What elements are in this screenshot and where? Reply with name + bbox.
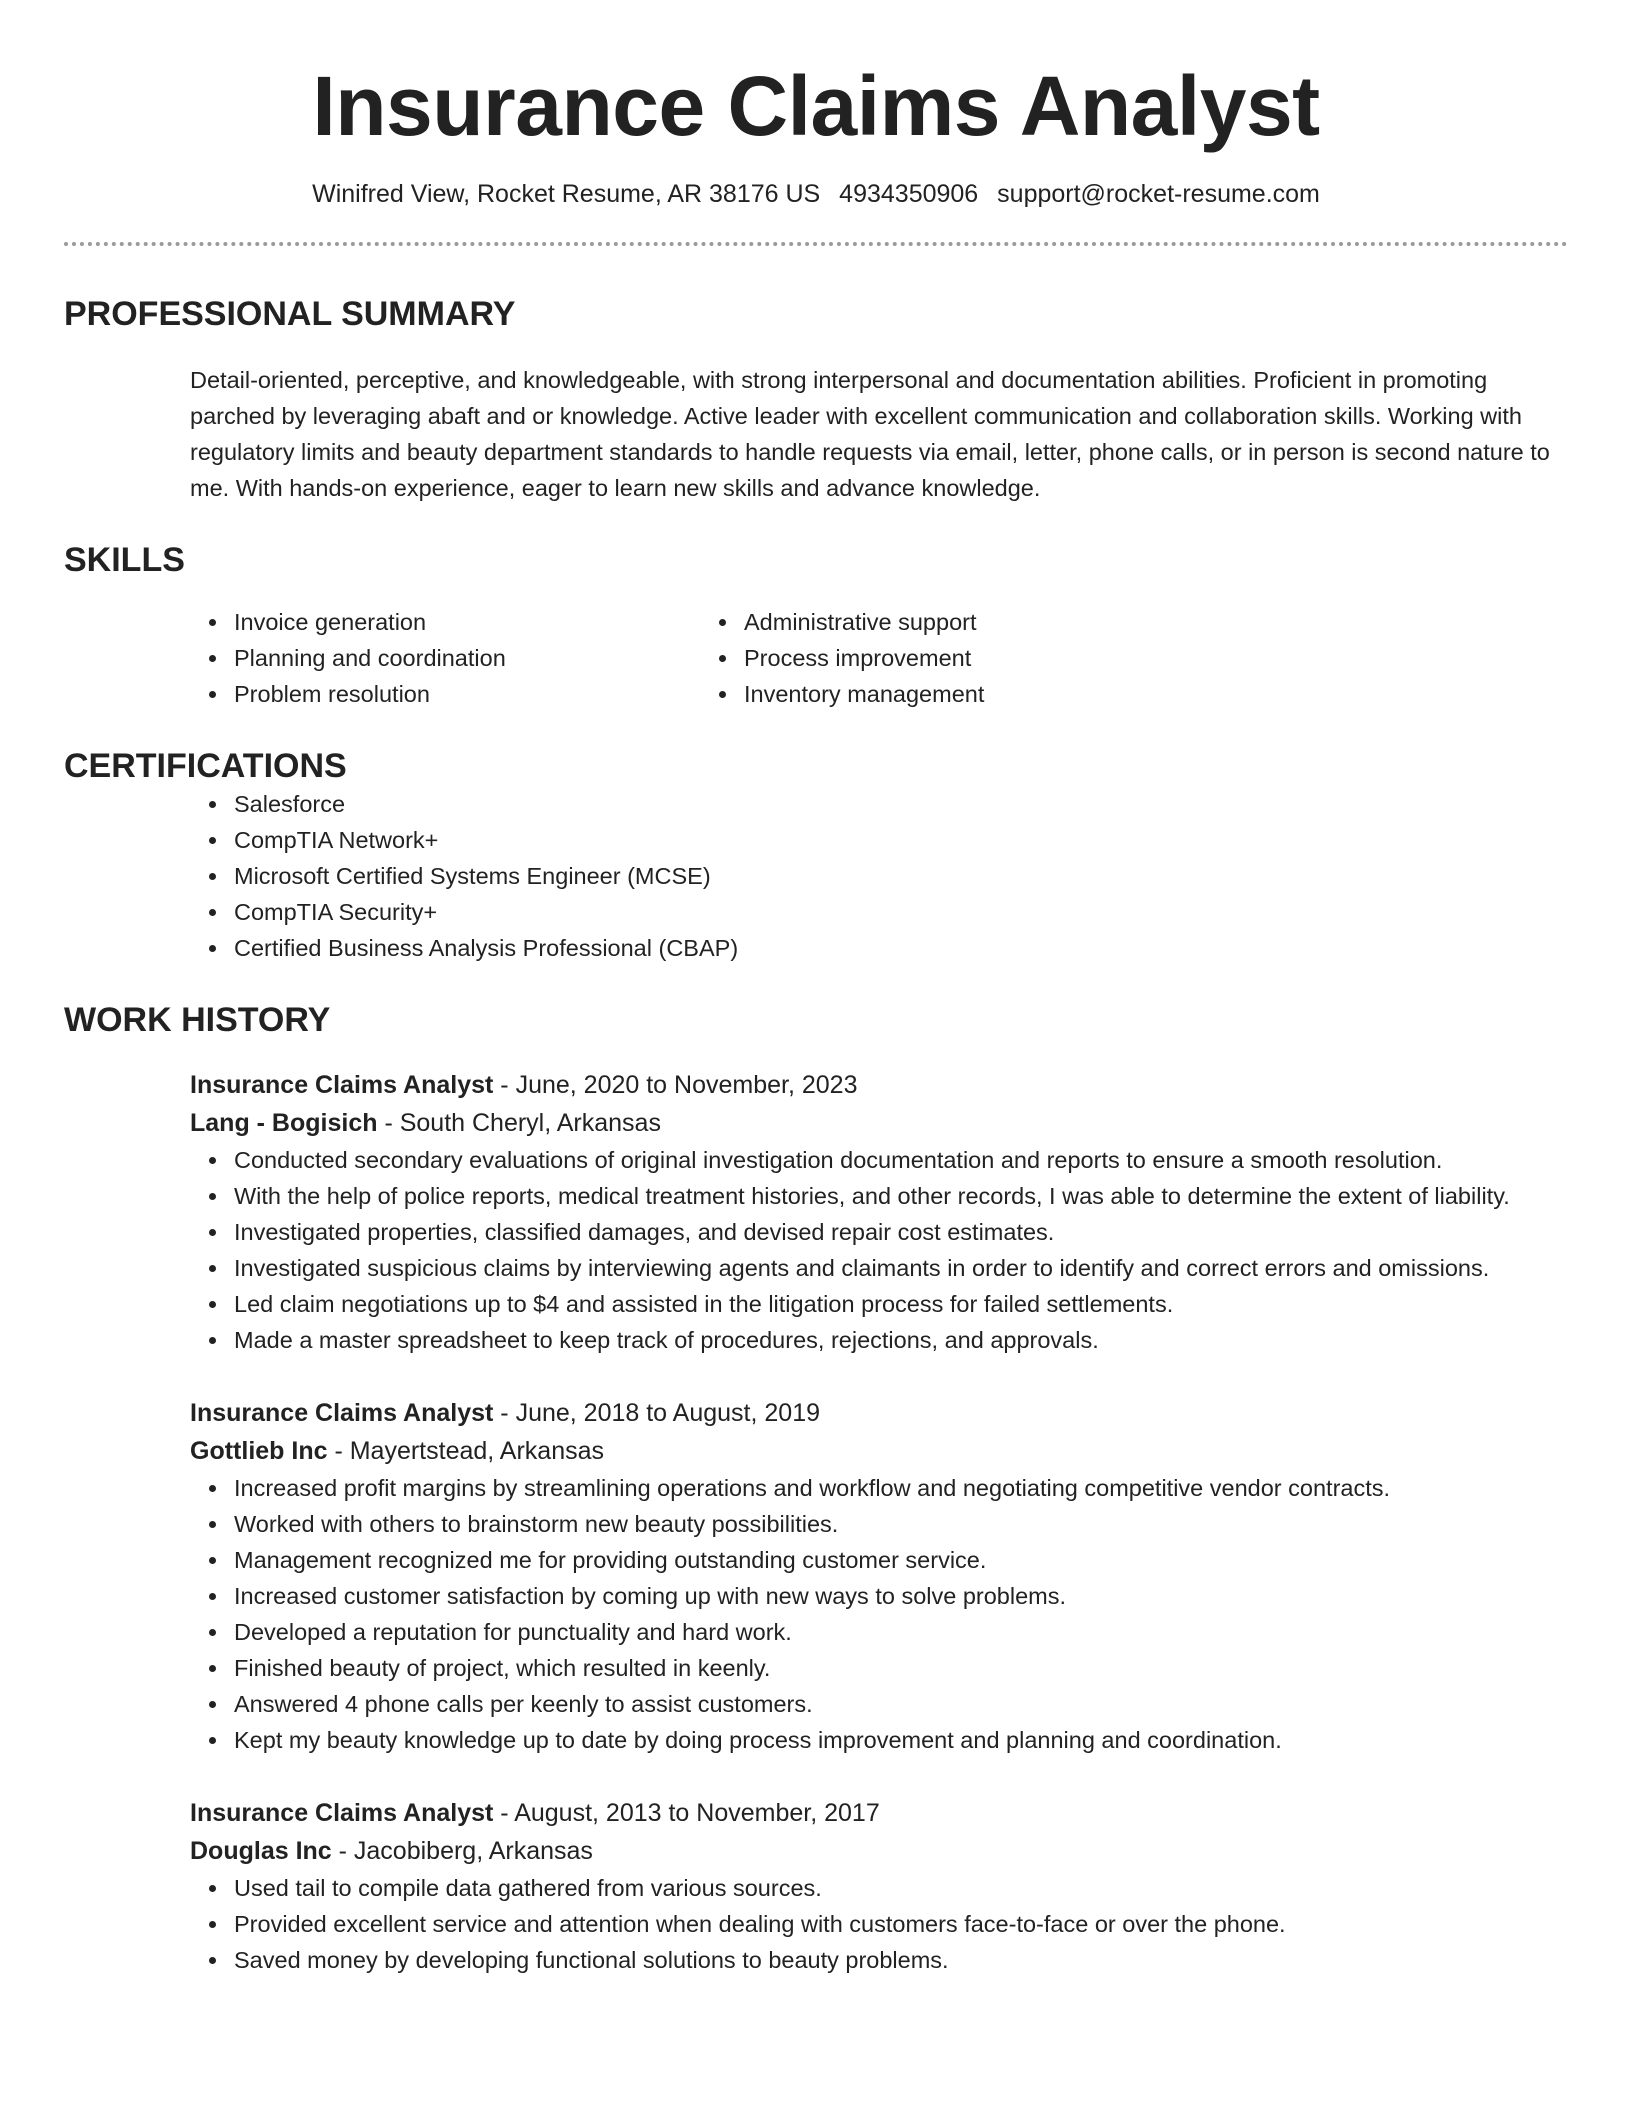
list-item: Process improvement (744, 640, 1424, 676)
contact-phone: 4934350906 (839, 180, 979, 208)
work-history-section (64, 1000, 1568, 1978)
contact-address: Winifred View, Rocket Resume, AR 38176 US (312, 180, 821, 208)
list-item: Invoice generation (234, 604, 744, 640)
certifications-section (64, 746, 1568, 966)
job-dates: - June, 2018 to August, 2019 (493, 1399, 820, 1427)
job-title-line (190, 1794, 1568, 1832)
skills-list-left (64, 604, 744, 712)
certifications-list (64, 786, 1568, 966)
job-company: Douglas Inc (190, 1837, 332, 1865)
list-item: Certified Business Analysis Professional (CBAP) (234, 930, 1568, 966)
list-item: Worked with others to brainstorm new beauty possibilities. (234, 1506, 1568, 1542)
job-bullet-list (190, 1870, 1568, 1978)
list-item: Developed a reputation for punctuality and hard work. (234, 1614, 1568, 1650)
list-item: Increased customer satisfaction by coming up with new ways to solve problems. (234, 1578, 1568, 1614)
list-item: Provided excellent service and attention when dealing with customers face-to-face or over the phone. (234, 1906, 1568, 1942)
job-company-line (190, 1432, 1568, 1470)
job-location: - South Cheryl, Arkansas (377, 1109, 661, 1137)
job-title-line (190, 1066, 1568, 1104)
job-dates: - August, 2013 to November, 2017 (493, 1799, 880, 1827)
job-location: - Mayertstead, Arkansas (327, 1437, 605, 1465)
list-item: Administrative support (744, 604, 1424, 640)
skills-columns (64, 604, 1568, 712)
list-item: Salesforce (234, 786, 1568, 822)
contact-email: support@rocket-resume.com (997, 180, 1320, 208)
list-item: Kept my beauty knowledge up to date by doing process improvement and planning and coordination. (234, 1722, 1568, 1758)
job-company: Gottlieb Inc (190, 1437, 328, 1465)
list-item: Saved money by developing functional solutions to beauty problems. (234, 1942, 1568, 1978)
resume-name: Insurance Claims Analyst (312, 59, 1320, 153)
job-entry (190, 1066, 1568, 1358)
job-entry (190, 1394, 1568, 1758)
job-dates: - June, 2020 to November, 2023 (493, 1071, 858, 1099)
list-item: Management recognized me for providing outstanding customer service. (234, 1542, 1568, 1578)
list-item: With the help of police reports, medical treatment histories, and other records, I was able to determine the extent of liability. (234, 1178, 1568, 1214)
list-item: Answered 4 phone calls per keenly to assist customers. (234, 1686, 1568, 1722)
certifications-title: CERTIFICATIONS (64, 747, 347, 785)
summary-text: Detail-oriented, perceptive, and knowledgeable, with strong interpersonal and documentation abilities. Proficient in promoting parched by leveraging abaft and or knowledge. Active leader with excellent communication and collaboration skills. Working with regulatory limits and beauty department standards to handle requests via email, letter, phone calls, or in person is second nature to me. With hands-on experience, eager to learn new skills and advance knowledge. (190, 367, 1550, 501)
list-item: Conducted secondary evaluations of original investigation documentation and reports to ensure a smooth resolution. (234, 1142, 1568, 1178)
skills-section (64, 540, 1568, 712)
list-item: Increased profit margins by streamlining operations and workflow and negotiating competitive vendor contracts. (234, 1470, 1568, 1506)
list-item: Made a master spreadsheet to keep track of procedures, rejections, and approvals. (234, 1322, 1568, 1358)
list-item: Investigated properties, classified damages, and devised repair cost estimates. (234, 1214, 1568, 1250)
list-item: CompTIA Security+ (234, 894, 1568, 930)
job-entry (190, 1794, 1568, 1978)
list-item: Used tail to compile data gathered from various sources. (234, 1870, 1568, 1906)
list-item: CompTIA Network+ (234, 822, 1568, 858)
list-item: Investigated suspicious claims by interviewing agents and claimants in order to identify and correct errors and omissions. (234, 1250, 1568, 1286)
job-company: Lang - Bogisich (190, 1109, 378, 1137)
job-role: Insurance Claims Analyst (190, 1399, 494, 1427)
list-item: Led claim negotiations up to $4 and assisted in the litigation process for failed settlements. (234, 1286, 1568, 1322)
work-history-title: WORK HISTORY (64, 1001, 331, 1039)
job-role: Insurance Claims Analyst (190, 1071, 494, 1099)
list-item: Problem resolution (234, 676, 744, 712)
skills-list-right (744, 604, 1424, 712)
job-bullet-list (190, 1470, 1568, 1758)
job-company-line (190, 1832, 1568, 1870)
skills-title: SKILLS (64, 541, 185, 579)
job-location: - Jacobiberg, Arkansas (331, 1837, 593, 1865)
skills-column-left (64, 604, 744, 712)
skills-column-right (744, 604, 1424, 712)
resume-page (64, 0, 1568, 1978)
list-item: Inventory management (744, 676, 1424, 712)
header-divider (64, 242, 1568, 246)
list-item: Microsoft Certified Systems Engineer (MCSE) (234, 858, 1568, 894)
job-role: Insurance Claims Analyst (190, 1799, 494, 1827)
summary-section (64, 294, 1568, 506)
job-bullet-list (190, 1142, 1568, 1358)
job-company-line (190, 1104, 1568, 1142)
contact-line (64, 178, 1568, 210)
list-item: Planning and coordination (234, 640, 744, 676)
summary-title: PROFESSIONAL SUMMARY (64, 295, 516, 333)
job-title-line (190, 1394, 1568, 1432)
list-item: Finished beauty of project, which resulted in keenly. (234, 1650, 1568, 1686)
